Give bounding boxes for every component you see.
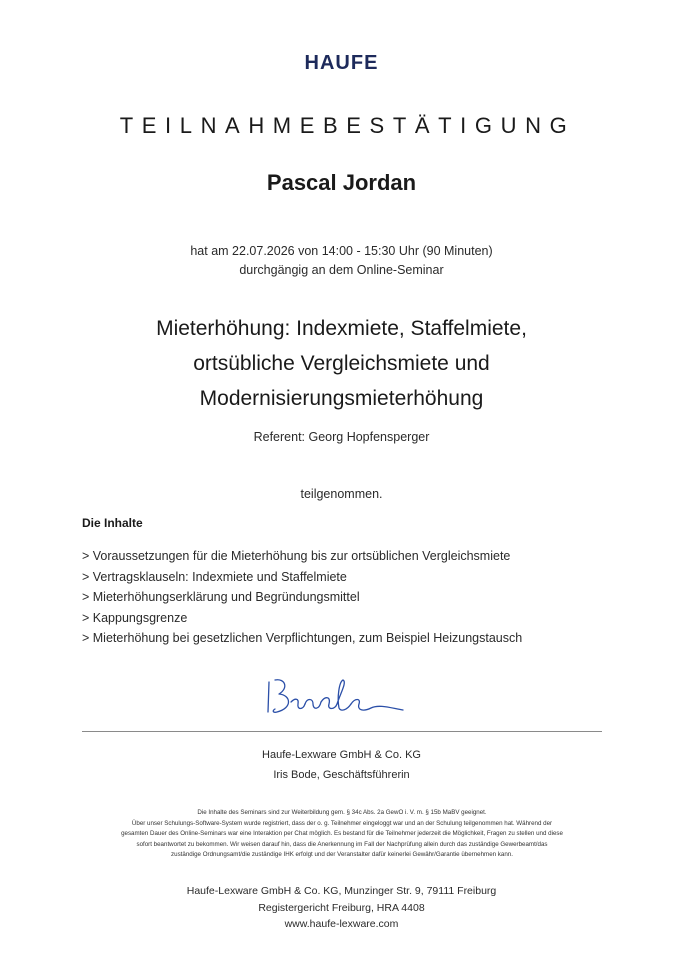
legal-notice-line: zuständige Ordnungsamt/die zuständige IHK erfolgt und der Veranstalter dafür keinerlei Gewähr/Garantie übernehmen kann. xyxy=(171,851,513,859)
legal-notice-line: gesamten Dauer des Online-Seminars war eine Interaktion per Chat möglich. Es bestand für die Teilnehmer jederzeit die Möglichkeit, Fragen zu stellen und diese xyxy=(121,830,563,838)
seminar-title-line: Modernisierungsmieterhöhung xyxy=(199,387,484,410)
contents-item: > Vertragsklauseln: Indexmiete und Staffelmiete xyxy=(82,569,347,584)
contents-item: > Mieterhöhungserklärung und Begründungsmittel xyxy=(82,590,360,604)
attendance-date-time: hat am 22.07.2026 von 14:00 - 15:30 Uhr (90 Minuten) xyxy=(190,244,493,258)
certificate-title: TEILNAHMEBESTÄTIGUNG xyxy=(119,113,576,138)
signatory-person: Iris Bode, Geschäftsführerin xyxy=(273,769,410,781)
legal-notice-line: Über unser Schulungs-Software-System wurde registriert, dass der o. g. Teilnehmer eingeloggt war und an der Schulung teilgenommen hat. Während der xyxy=(131,819,553,827)
participated-text: teilgenommen. xyxy=(300,487,383,501)
attendance-mode: durchgängig an dem Online-Seminar xyxy=(239,263,444,277)
handwritten-signature xyxy=(255,668,425,728)
speaker-line: Referent: Georg Hopfensperger xyxy=(253,430,430,444)
seminar-title-line: Mieterhöhung: Indexmiete, Staffelmiete, xyxy=(156,317,527,340)
signature-divider xyxy=(82,731,602,732)
legal-notice xyxy=(92,808,592,861)
haufe-logo: HAUFE xyxy=(304,52,379,74)
contents-heading: Die Inhalte xyxy=(82,516,143,530)
attendance-statement xyxy=(0,242,683,280)
footer-address: Haufe-Lexware GmbH & Co. KG, Munzinger Str. 9, 79111 Freiburg xyxy=(186,885,497,897)
legal-notice-line: Die Inhalte des Seminars sind zur Weiterbildung gem. § 34c Abs. 2a GewO i. V. m. § 15b MaBV geeignet. xyxy=(197,809,487,816)
seminar-title-line: ortsübliche Vergleichsmiete und xyxy=(193,352,490,375)
participant-name: Pascal Jordan xyxy=(266,170,417,195)
seminar-title xyxy=(0,311,683,416)
company-footer xyxy=(0,883,683,933)
signatory-company: Haufe-Lexware GmbH & Co. KG xyxy=(262,749,421,761)
legal-notice-line: sofort beantwortet zu bekommen. Wir weisen darauf hin, dass die Anerkennung im Fall der Nachprüfung allein durch das zuständige Gewerbeamt/das xyxy=(136,840,548,848)
footer-website: www.haufe-lexware.com xyxy=(284,918,399,930)
signatory-block xyxy=(0,745,683,785)
contents-item: > Mieterhöhung bei gesetzlichen Verpflichtungen, zum Beispiel Heizungstausch xyxy=(82,631,523,645)
footer-register: Registergericht Freiburg, HRA 4408 xyxy=(258,901,425,914)
contents-item: > Kappungsgrenze xyxy=(82,610,188,625)
contents-item: > Voraussetzungen für die Mieterhöhung bis zur ortsüblichen Vergleichsmiete xyxy=(82,549,511,563)
contents-list xyxy=(82,546,642,649)
